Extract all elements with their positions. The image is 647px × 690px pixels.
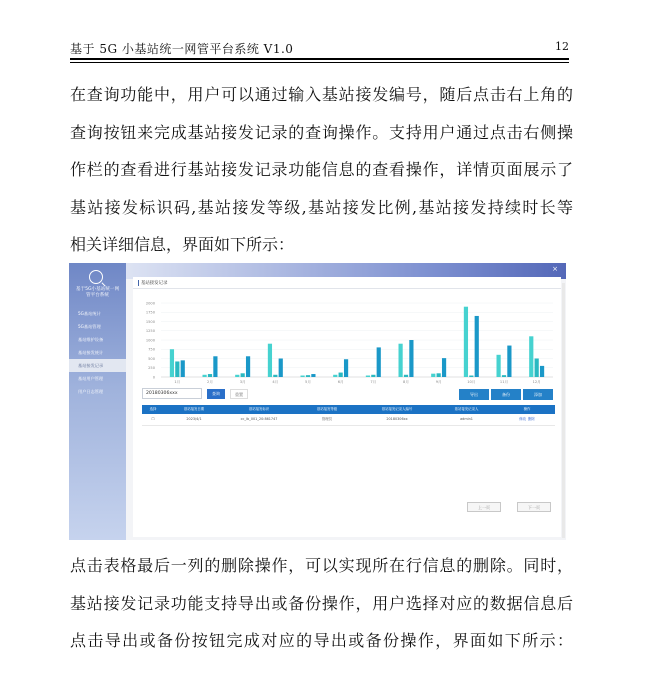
x-tick-label: 1月 [174,380,181,384]
row-actions [499,414,555,425]
x-tick-label: 7月 [370,380,377,384]
main-panel [133,277,561,537]
sidebar-title-line: 管平台系统 [86,293,109,298]
x-tick-label: 8月 [403,380,409,384]
sidebar-item[interactable]: 5G基站管理 [78,324,101,329]
delete-link[interactable]: 删除 [528,417,535,421]
x-tick-label: 12月 [532,380,541,384]
bar [235,375,239,377]
y-tick-label: 1000 [145,338,155,343]
text-line: 在查询功能中，用户可以通过输入基站接发编号，随后点击右上角的 [70,85,573,104]
column-header: 操作 [523,407,531,411]
export-button[interactable]: 导出 [459,389,489,400]
search-button[interactable]: 查询 [207,389,225,399]
text-line: 相关详细信息，界面如下所示： [70,235,295,254]
x-tick-label: 5月 [305,380,311,384]
text-line: 点击表格最后一列的删除操作，可以实现所在行信息的删除。同时， [70,556,573,575]
x-tick-label: 6月 [337,380,344,384]
bar [404,375,408,377]
sidebar-menu [69,307,126,398]
prev-page-button[interactable]: 上一页 [467,502,501,512]
column-header: 基站接发日期 [183,407,205,411]
bar [306,375,310,377]
row-checkbox[interactable]: ☐ [151,417,155,421]
bar [437,373,441,377]
text-line: 作栏的查看进行基站接发记录功能信息的查看操作，详情页面展示了 [70,160,573,179]
bar [371,375,375,377]
backup-button[interactable]: 备份 [491,389,521,400]
x-tick-label: 11月 [499,380,509,384]
embedded-screenshot [69,263,566,540]
bar [431,374,435,377]
bar-chart [133,289,561,393]
bar [469,376,473,377]
bar [377,347,381,377]
bar [333,375,337,377]
y-tick-label: 2000 [145,301,155,306]
sidebar-item[interactable]: 基站用户管理 [78,376,104,381]
bar [268,344,272,377]
bar [301,376,305,377]
y-tick-label: 500 [148,356,155,361]
column-header: 基站接发记录人 [454,407,479,411]
table-row [142,414,555,426]
text-line: 点击导出或备份按钮完成对应的导出或备份操作，界面如下所示： [70,631,573,650]
bar [475,316,479,377]
bar [246,356,250,377]
bar [213,356,217,377]
bar [366,376,370,377]
bar [344,359,348,377]
sidebar-item[interactable]: 基站维护设备 [78,337,104,342]
x-tick-label: 10月 [467,380,476,384]
reset-button[interactable]: 重置 [230,389,248,399]
table-cell: admin1 [460,417,473,421]
next-page-button[interactable]: 下一页 [517,502,551,512]
bar [529,336,533,377]
bar [535,359,539,378]
search-logo-icon [89,270,103,284]
page-header: 基于 5G 小基站统一网管平台系统 V1.0 [70,42,294,56]
bar [507,346,511,377]
sidebar-title-line: 基于5G小基站统一网 [75,287,120,292]
scrollbar[interactable] [562,283,565,538]
bar [399,344,403,377]
table-cell: 2023/4/1 [186,417,202,421]
header-rule-thin [70,62,569,63]
sidebar-item-active[interactable]: 基站接发记录 [69,359,126,372]
sidebar [69,263,126,540]
page-number: 12 [555,40,569,53]
bar [540,366,544,377]
x-tick-label: 2月 [207,380,213,384]
text-line: 查询按钮来完成基站接发记录的查询操作。支持用户通过点击右侧操 [70,122,573,142]
bar [208,374,212,377]
bar [203,375,207,377]
paragraph-2 [70,547,573,660]
table-cell: cc_lb_001_20:861747 [240,417,278,421]
bar [175,361,179,377]
bar [339,373,343,377]
bar [464,307,468,377]
y-tick-label: 0 [152,375,155,380]
x-tick-label: 3月 [239,380,246,384]
table-cell: 管理员 [321,417,333,421]
header-rule [70,58,569,60]
x-tick-label: 9月 [435,380,442,384]
table-header [142,405,555,414]
y-tick-label: 250 [148,366,155,371]
column-header: 选择 [149,407,157,411]
add-button[interactable]: 添加 [523,389,553,400]
search-input[interactable]: 20180306xxx [142,388,202,399]
column-header: 基站接发等级 [316,407,338,411]
sidebar-item[interactable]: 基站接发统计 [78,350,104,355]
text-line: 基站接发标识码,基站接发等级,基站接发比例,基站接发持续时长等 [70,197,573,217]
bar [502,375,506,377]
bar [442,358,446,377]
bar [311,374,315,377]
paragraph-1 [70,76,573,264]
y-tick-label: 1500 [145,319,155,324]
close-icon[interactable]: × [552,265,558,273]
x-tick-label: 4月 [272,380,279,384]
bar [279,359,283,378]
panel-title: 基站接发记录 [138,280,167,286]
text-line: 基站接发记录功能支持导出或备份操作，用户选择对应的数据信息后 [70,593,573,613]
sidebar-item[interactable]: 5G基站统计 [78,311,101,316]
y-tick-label: 1750 [145,310,155,315]
column-header: 基站接发标识 [248,407,270,411]
bar [497,355,501,377]
bar [241,373,245,377]
bar [273,375,277,377]
table-cell: 20180306xx [386,417,408,421]
y-tick-label: 750 [148,347,155,352]
bar [170,349,174,377]
bar [181,360,185,377]
sidebar-item[interactable]: 用户日志管理 [78,389,104,394]
y-tick-label: 1250 [145,329,155,334]
sidebar-title [71,287,124,299]
column-header: 基站接发记录人编号 [381,407,413,411]
edit-link[interactable]: 修改 [519,417,526,421]
bar [409,340,413,377]
